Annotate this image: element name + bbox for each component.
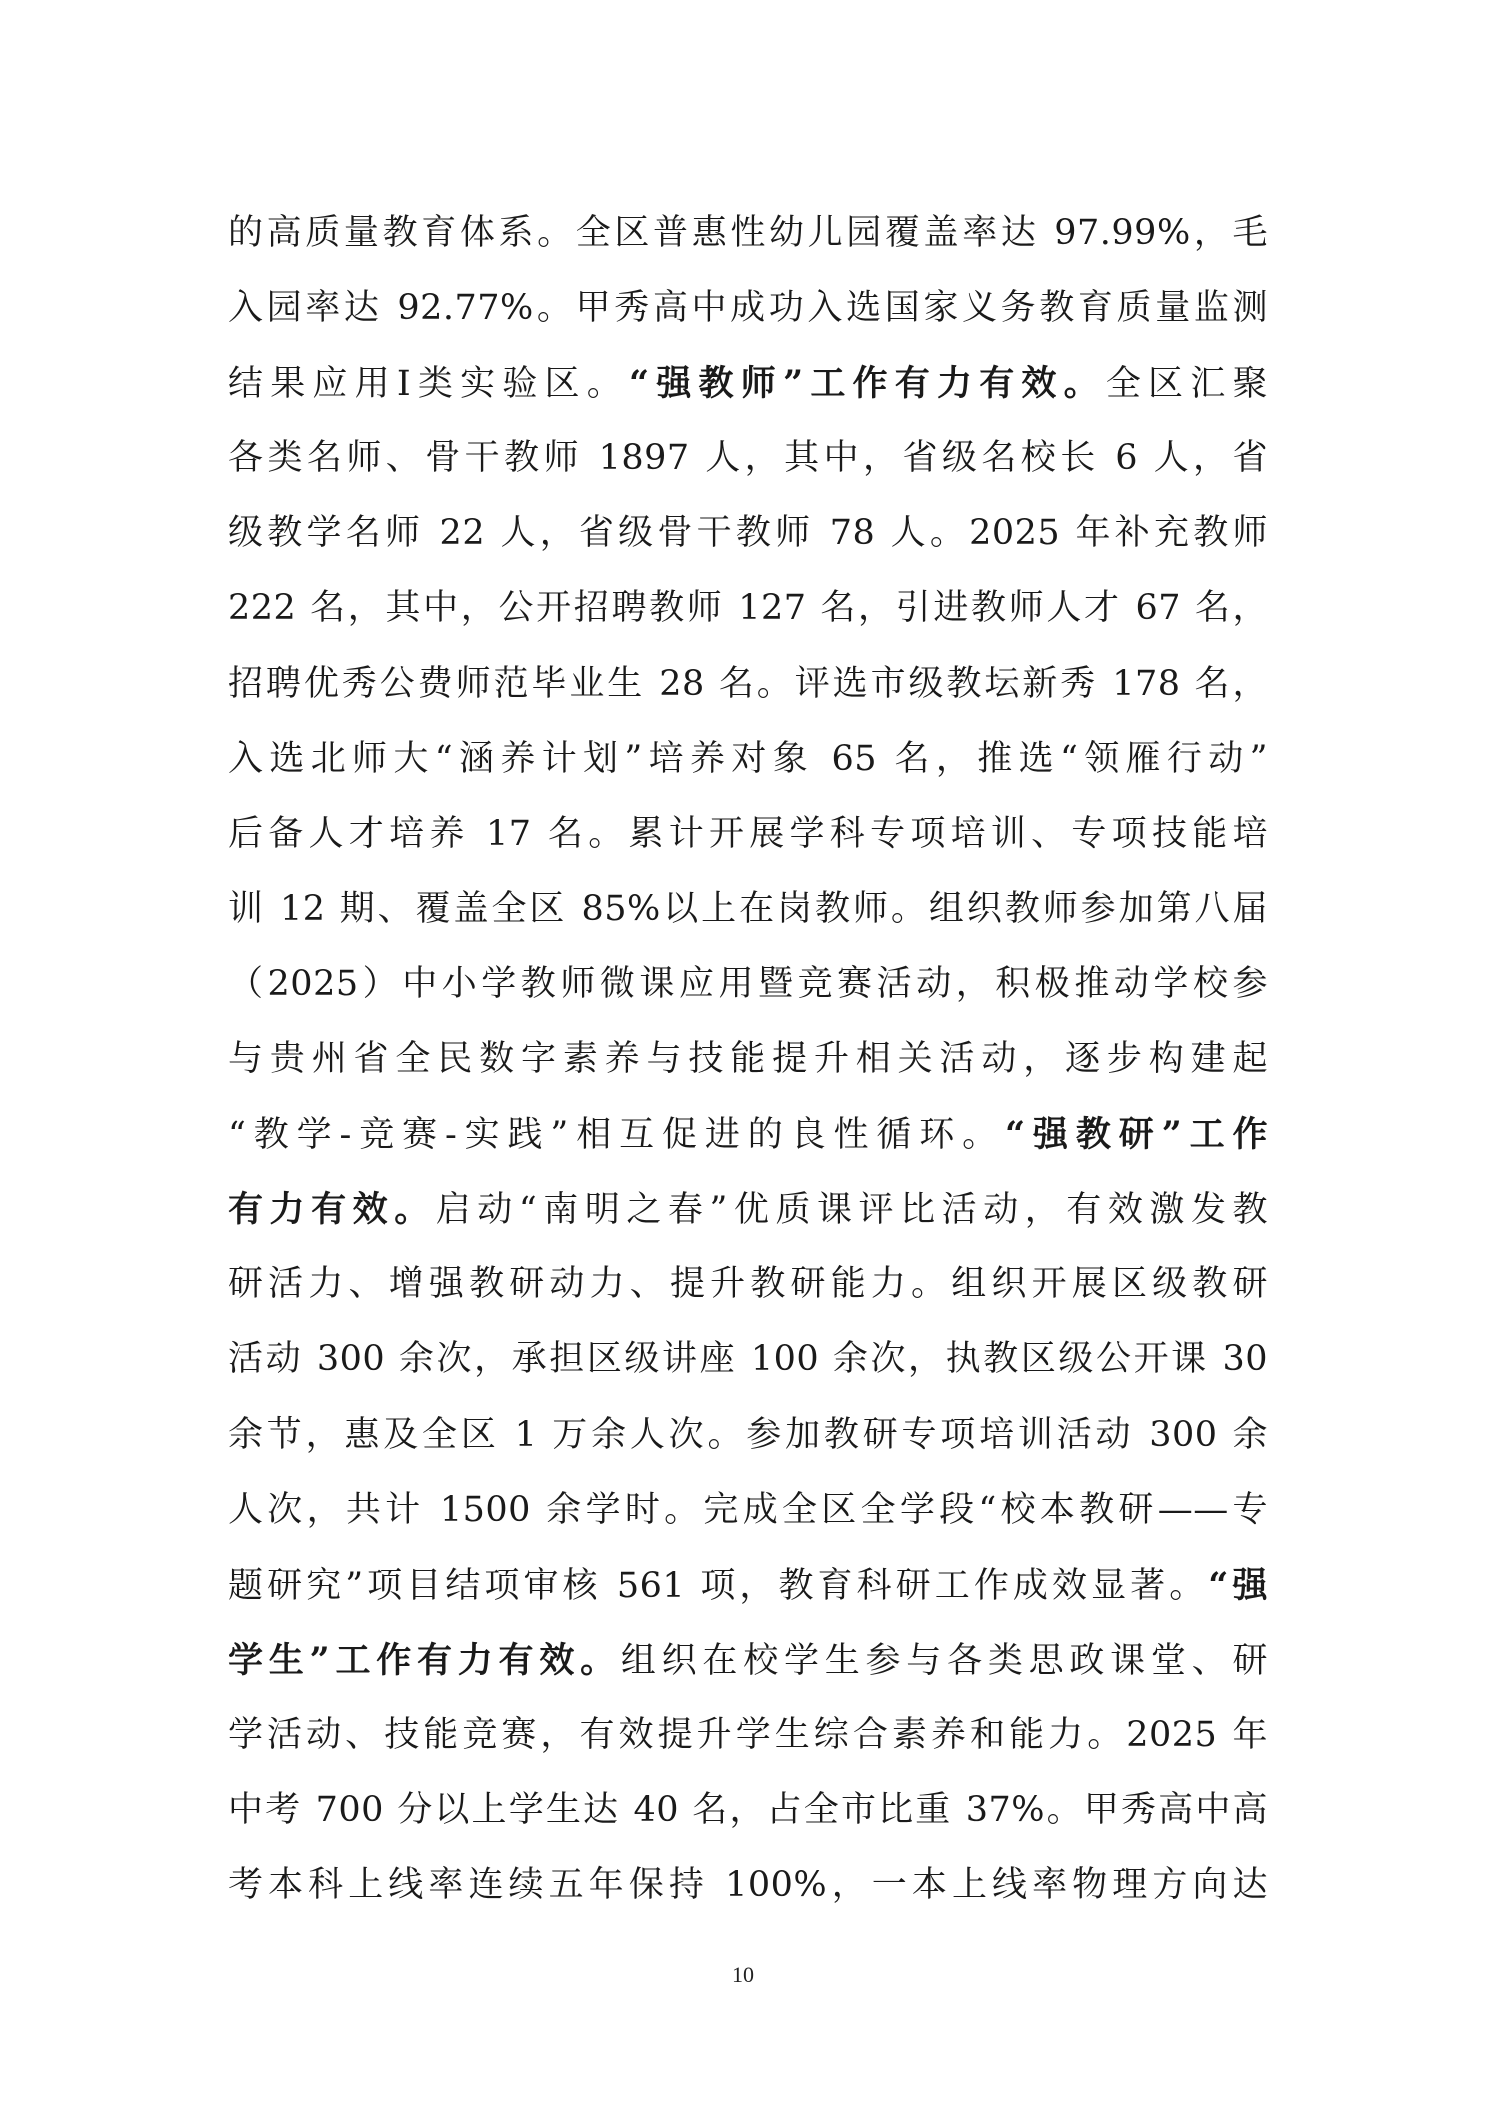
- text-line: [228, 947, 1268, 1022]
- text-line: [228, 1398, 1268, 1473]
- text-segment: 级教学名师 22 人，省级骨干教师 78 人。2025 年补充教师: [228, 513, 1268, 554]
- text-segment: 训 12 期、覆盖全区 85%以上在岗教师。组织教师参加第八届: [228, 888, 1268, 929]
- text-segment: 全区汇聚: [1105, 364, 1268, 405]
- page-number: 10: [732, 1962, 754, 1987]
- text-line: [228, 722, 1268, 797]
- text-segment: 各类名师、骨干教师 1897 人，其中，省级名校长 6 人，省: [228, 438, 1268, 479]
- text-line: [228, 346, 1268, 421]
- text-segment: 招聘优秀公费师范毕业生 28 名。评选市级教坛新秀 178 名，: [228, 663, 1268, 704]
- text-line: [228, 1247, 1268, 1322]
- bold-text-segment: “强教研”工作: [1004, 1114, 1268, 1156]
- text-line: [228, 872, 1268, 947]
- text-line: [228, 1322, 1268, 1397]
- text-line: [228, 496, 1268, 571]
- text-segment: 的高质量教育体系。全区普惠性幼儿园覆盖率达 97.99%，毛: [228, 213, 1268, 253]
- bold-text-segment: “强: [1208, 1564, 1269, 1606]
- text-segment: 研活力、增强教研动力、提升教研能力。组织开展区级教研: [228, 1264, 1268, 1305]
- text-segment: 余节，惠及全区 1 万余人次。参加教研专项培训活动 300 余: [228, 1414, 1268, 1455]
- text-segment: 中考 700 分以上学生达 40 名，占全市比重 37%。甲秀高中高: [228, 1789, 1268, 1830]
- text-line: [228, 1548, 1268, 1623]
- text-line: [228, 1623, 1268, 1698]
- text-line: [228, 1698, 1268, 1773]
- text-segment: 后备人才培养 17 名。累计开展学科专项培训、专项技能培: [228, 813, 1268, 854]
- text-line: [228, 1022, 1268, 1097]
- text-line: [228, 1848, 1268, 1923]
- body-text: [228, 196, 1268, 1923]
- text-line: [228, 421, 1268, 496]
- text-line: [228, 1473, 1268, 1548]
- text-line: [228, 1172, 1268, 1247]
- text-line: [228, 196, 1268, 271]
- text-segment: 人次，共计 1500 余学时。完成全区全学段“校本教研——专: [228, 1489, 1268, 1530]
- text-line: [228, 1097, 1268, 1172]
- text-segment: 与贵州省全民数字素养与技能提升相关活动，逐步构建起: [228, 1039, 1268, 1080]
- text-segment: 组织在校学生参与各类思政课堂、研: [620, 1640, 1268, 1681]
- text-segment: 题研究”项目结项审核 561 项，教育科研工作成效显著。: [228, 1565, 1209, 1606]
- text-segment: 入选北师大“涵养计划”培养对象 65 名，推选“领雁行动”: [228, 738, 1268, 779]
- text-segment: 启动“南明之春”优质课评比活动，有效激发教: [435, 1190, 1268, 1231]
- bold-text-segment: 有力有效。: [228, 1189, 436, 1231]
- text-line: [228, 1773, 1268, 1848]
- text-line: [228, 647, 1268, 722]
- text-segment: 考本科上线率连续五年保持 100%，一本上线率物理方向达: [228, 1865, 1268, 1906]
- text-line: [228, 797, 1268, 872]
- text-segment: 结果应用Ⅰ类实验区。: [228, 364, 629, 405]
- text-segment: 222 名，其中，公开招聘教师 127 名，引进教师人才 67 名，: [228, 588, 1268, 629]
- text-segment: （2025）中小学教师微课应用暨竞赛活动，积极推动学校参: [228, 963, 1268, 1004]
- text-segment: 学活动、技能竞赛，有效提升学生综合素养和能力。2025 年: [228, 1714, 1268, 1755]
- bold-text-segment: “强教师”工作有力有效。: [628, 363, 1106, 405]
- text-line: [228, 271, 1268, 346]
- text-segment: 入园率达 92.77%。甲秀高中成功入选国家义务教育质量监测: [228, 288, 1268, 329]
- text-segment: 活动 300 余次，承担区级讲座 100 余次，执教区级公开课 30: [228, 1339, 1268, 1380]
- text-segment: “教学-竞赛-实践”相互促进的良性循环。: [228, 1115, 1005, 1156]
- bold-text-segment: 学生”工作有力有效。: [228, 1639, 621, 1681]
- text-line: [228, 571, 1268, 646]
